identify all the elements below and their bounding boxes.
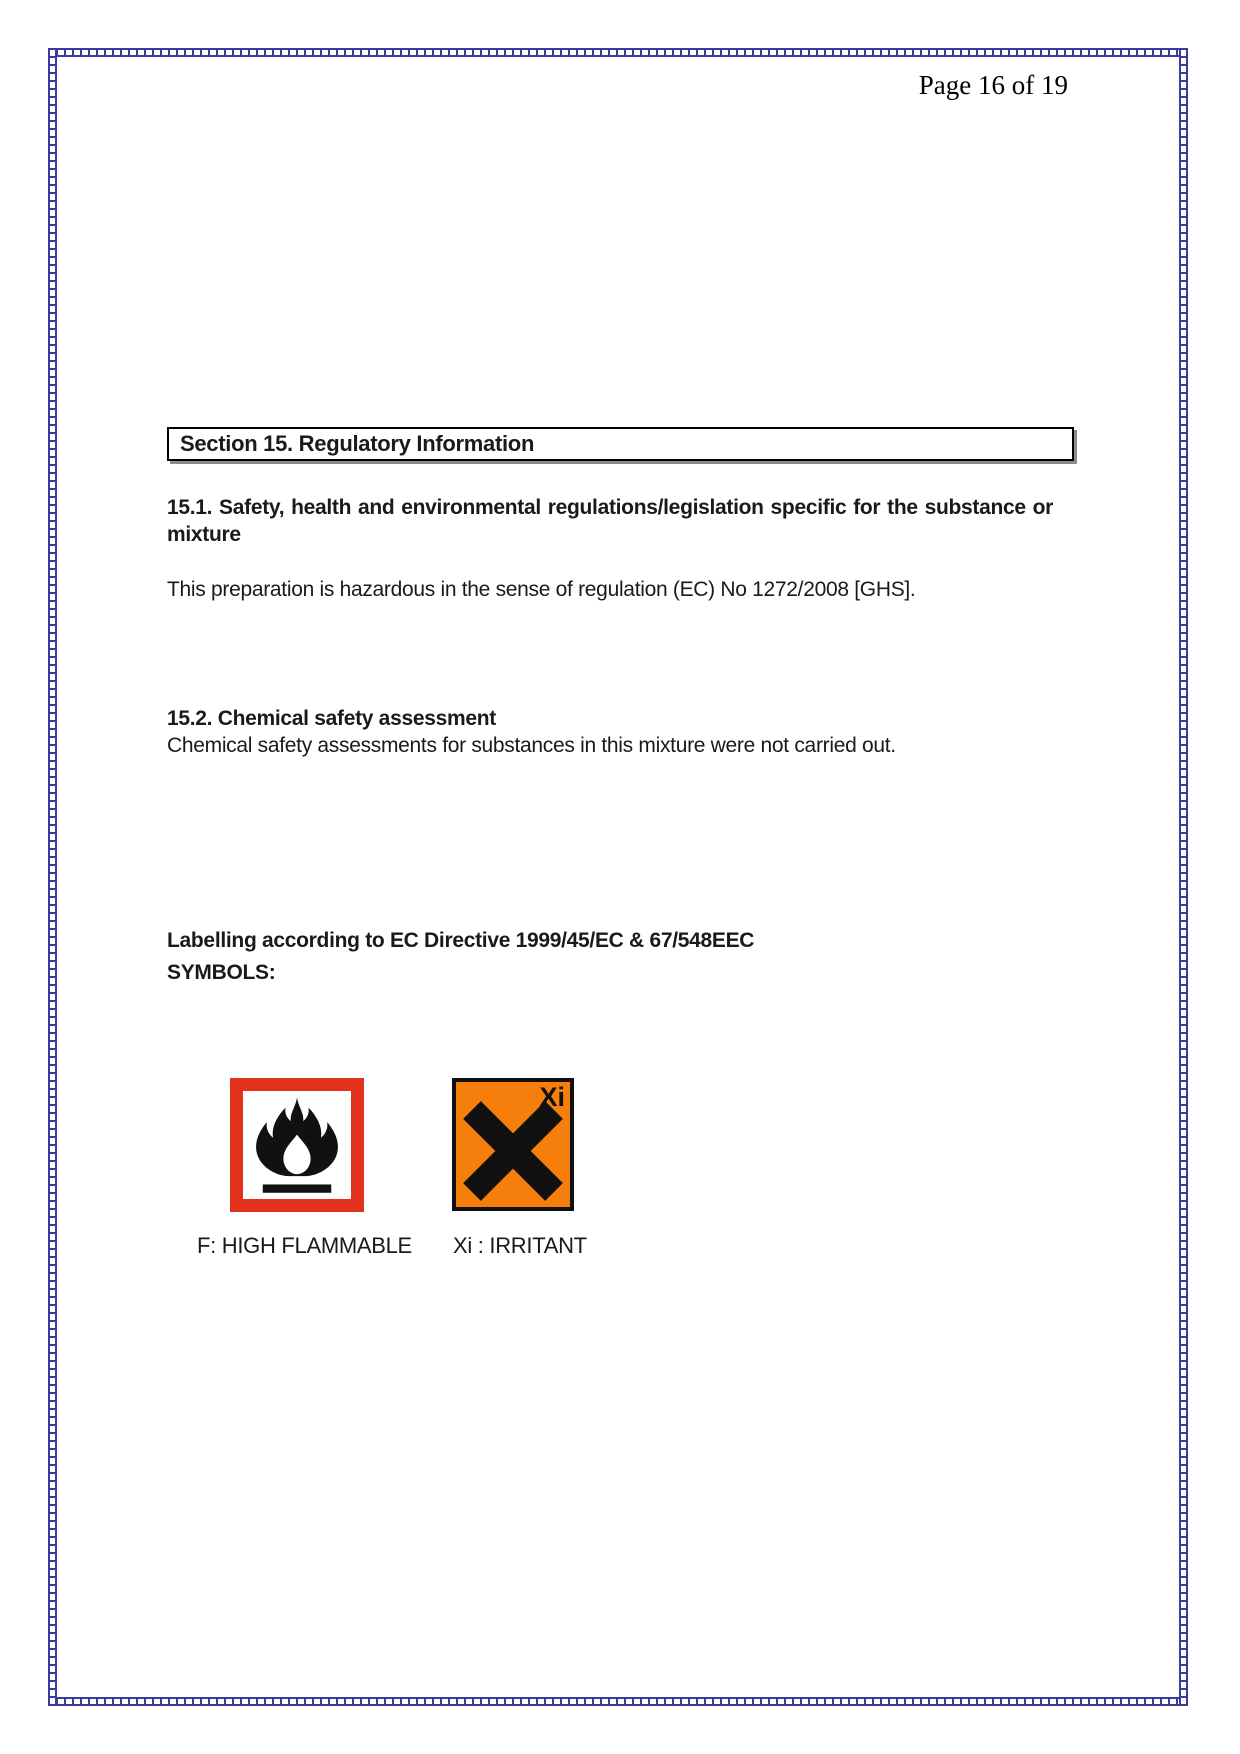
page-border-bottom (48, 1697, 1188, 1706)
flammable-caption: F: HIGH FLAMMABLE (197, 1233, 412, 1258)
irritant-caption: Xi : IRRITANT (453, 1233, 587, 1258)
xi-badge: Xi (539, 1082, 565, 1112)
symbols-label: SYMBOLS: (167, 961, 276, 984)
decorative-page-border (48, 48, 1188, 1706)
section-15-1-body: This preparation is hazardous in the sense of regulation (EC) No 1272/2008 [GHS]. (167, 578, 916, 601)
flame-icon (243, 1091, 351, 1199)
labelling-title: Labelling according to EC Directive 1999/45/EC & 67/548EEC (167, 929, 755, 952)
section-15-1-title: 15.1. Safety, health and environmental regulations/legislation specific for the substance or mixture (167, 496, 1053, 546)
section-15-2-body: Chemical safety assessments for substances in this mixture were not carried out. (167, 734, 896, 757)
page-number: Page 16 of 19 (918, 70, 1068, 100)
page-border-left (48, 48, 57, 1706)
page-border-right (1179, 48, 1188, 1706)
section-15-2-title: 15.2. Chemical safety assessment (167, 707, 496, 730)
section-15-header-label: Section 15. Regulatory Information (180, 431, 535, 456)
section-15-header-box (167, 427, 1074, 461)
irritant-pictogram (452, 1078, 574, 1211)
flammable-pictogram (230, 1078, 364, 1212)
page-border-top (48, 48, 1188, 57)
